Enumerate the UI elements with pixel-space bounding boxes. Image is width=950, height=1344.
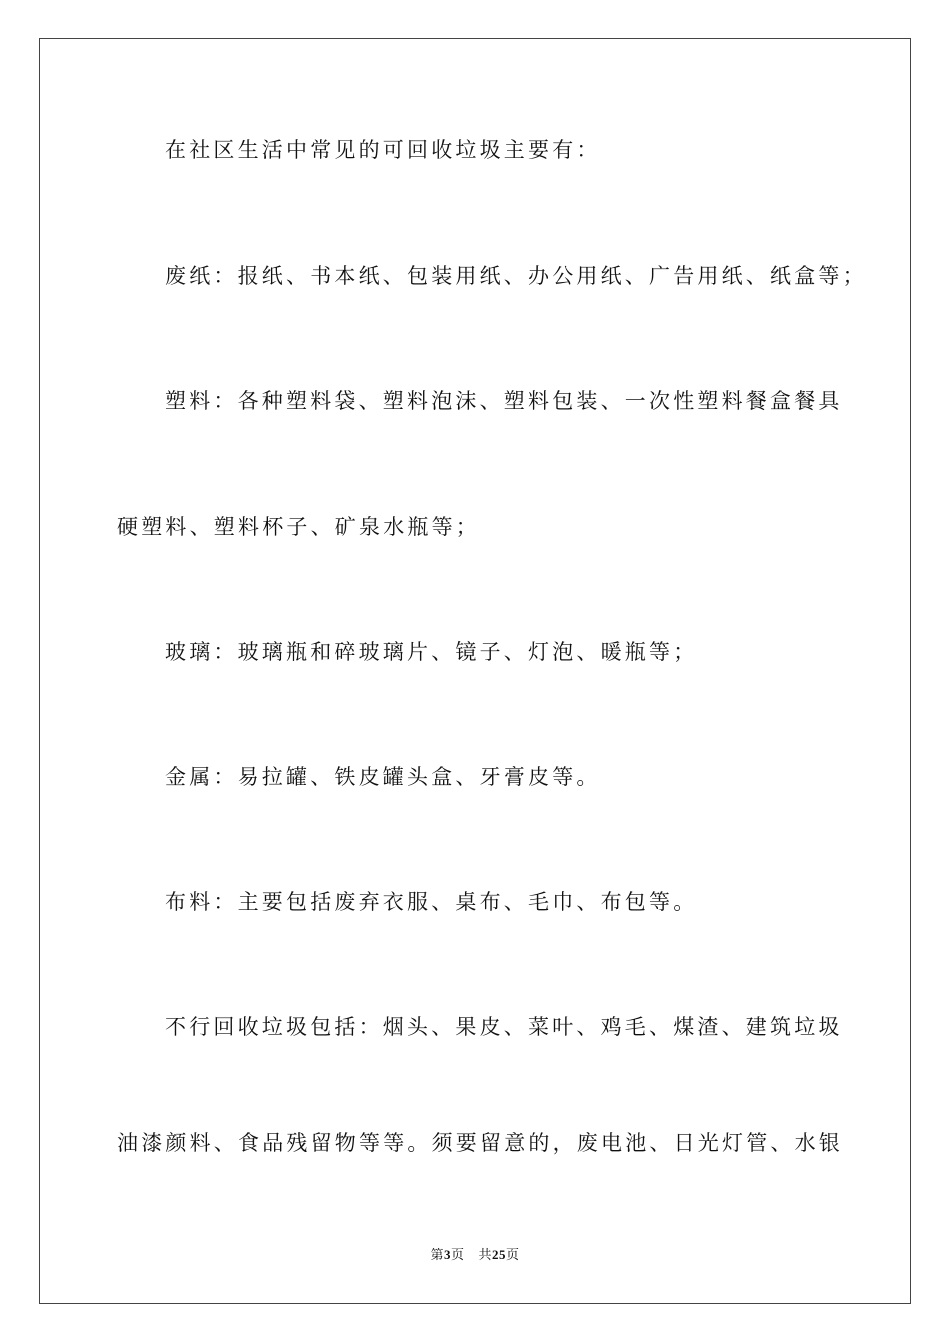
footer-page-prefix: 第 (430, 1248, 444, 1263)
paragraph-plastic-continued: 硬塑料、塑料杯子、矿泉水瓶等； (117, 515, 480, 539)
page-border (39, 38, 911, 1304)
paragraph-metal: 金属：易拉罐、铁皮罐头盒、牙膏皮等。 (165, 765, 601, 789)
footer-total-pages: 25 (492, 1247, 507, 1262)
footer-page-suffix: 页 (450, 1248, 465, 1263)
page-footer (0, 1246, 950, 1265)
paragraph-plastic: 塑料：各种塑料袋、塑料泡沫、塑料包装、一次性塑料餐盒餐具 (165, 389, 843, 413)
paragraph-recyclable-intro: 在社区生活中常见的可回收垃圾主要有： (165, 138, 601, 162)
footer-total-prefix: 共 (478, 1248, 493, 1263)
footer-page-number: 3 (443, 1247, 451, 1262)
paragraph-waste-paper: 废纸：报纸、书本纸、包装用纸、办公用纸、广告用纸、纸盒等； (165, 264, 867, 288)
footer-total-suffix: 页 (506, 1248, 520, 1263)
paragraph-glass: 玻璃：玻璃瓶和碎玻璃片、镜子、灯泡、暖瓶等； (165, 640, 698, 664)
paragraph-non-recyclable: 不行回收垃圾包括：烟头、果皮、菜叶、鸡毛、煤渣、建筑垃圾 (165, 1015, 843, 1039)
paragraph-non-recyclable-continued: 油漆颜料、食品残留物等等。须要留意的，废电池、日光灯管、水银 (117, 1131, 843, 1155)
paragraph-fabric: 布料：主要包括废弃衣服、桌布、毛巾、布包等。 (165, 890, 698, 914)
